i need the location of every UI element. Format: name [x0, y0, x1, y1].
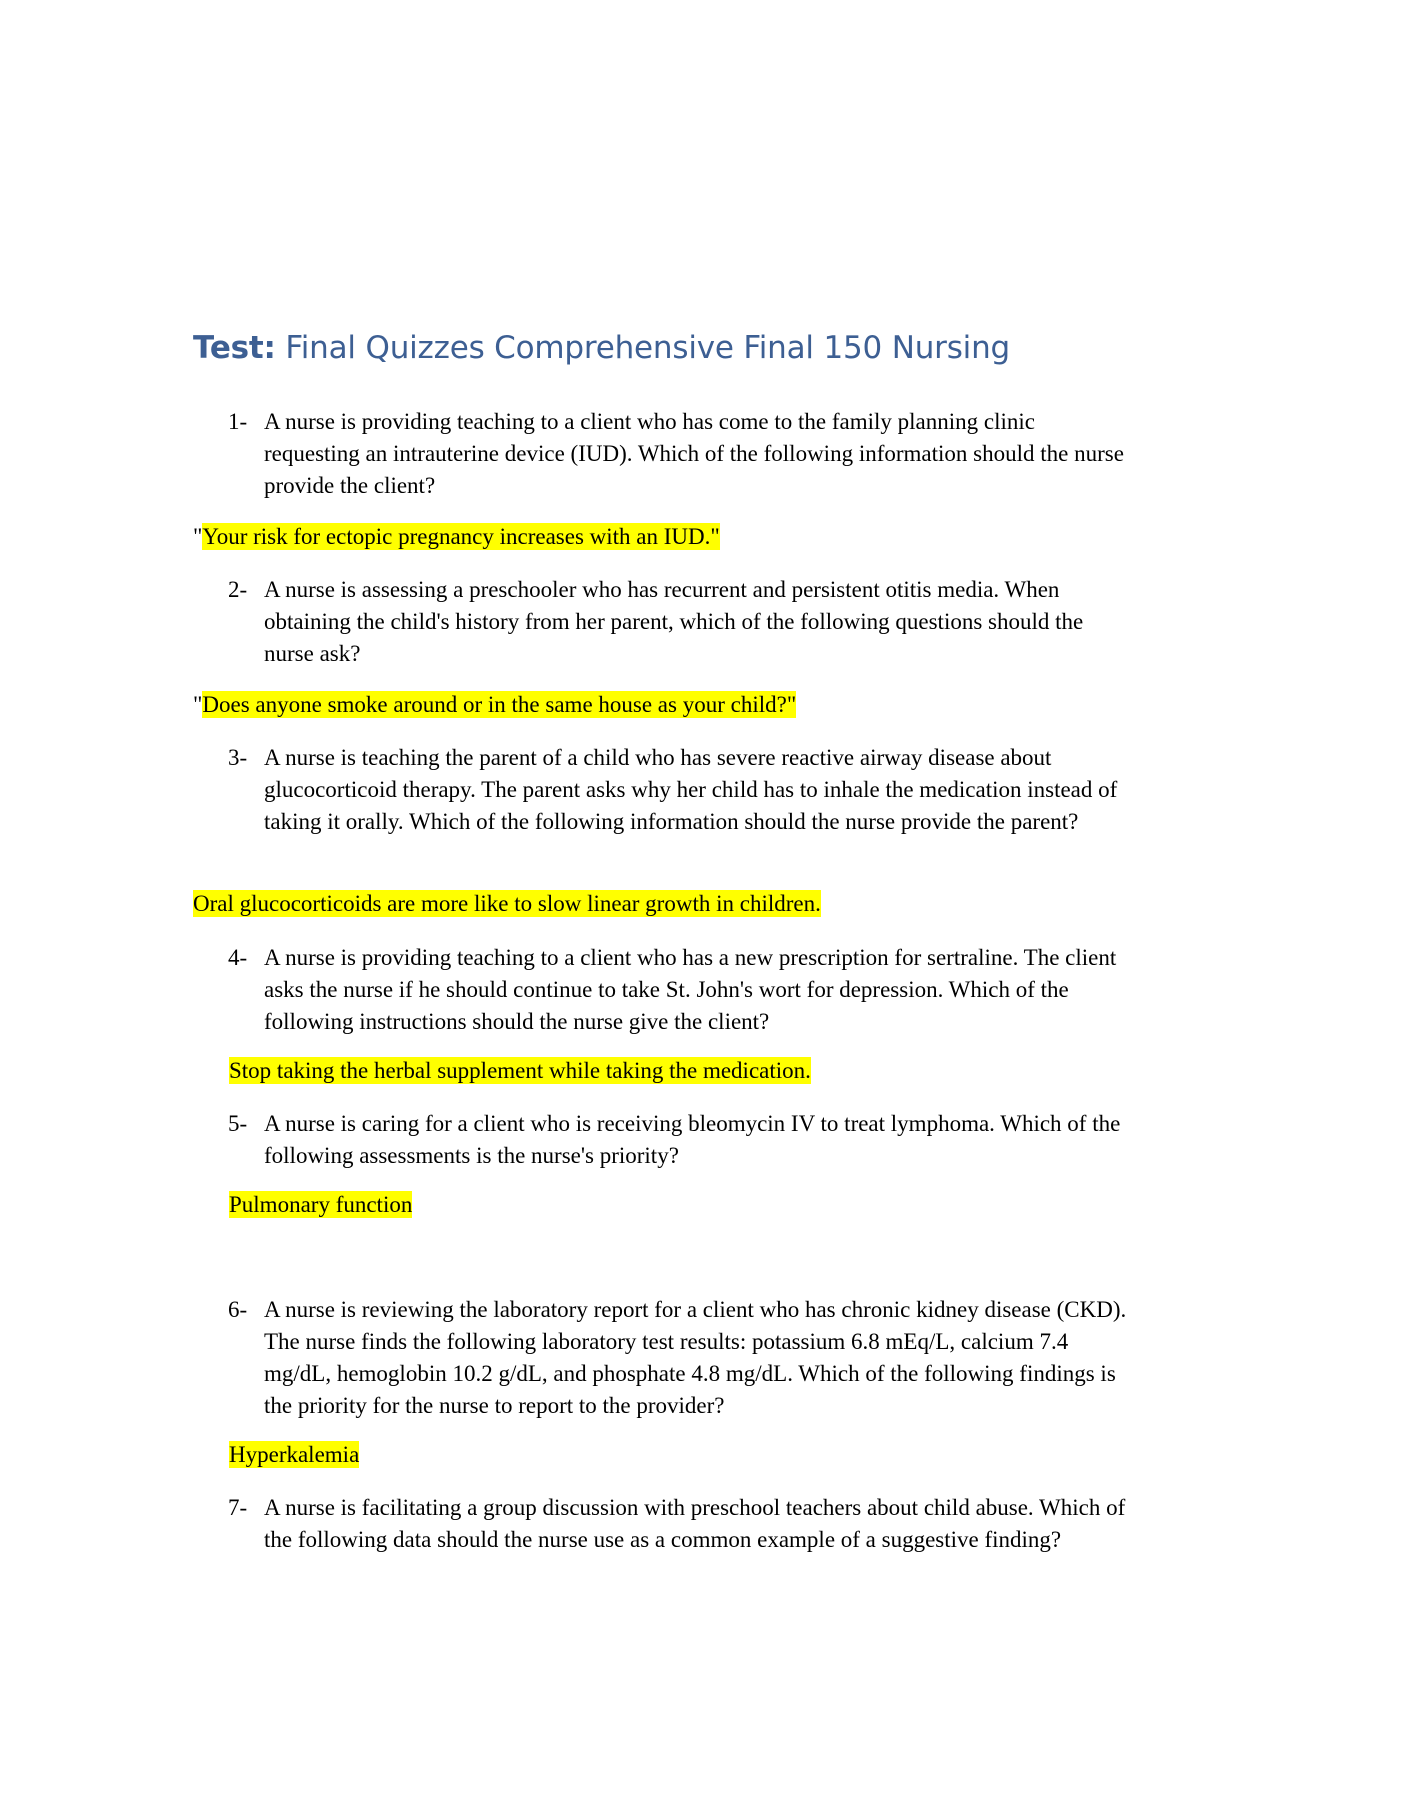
question-text: A nurse is providing teaching to a client who has a new prescription for sertraline. The client asks the nurse if he should continue to take St. John's wort for depression. Which of the following instructions should the nurse give the client?	[264, 945, 1117, 1034]
title-label: Test:	[193, 330, 276, 366]
question-4	[228, 942, 1128, 1038]
question-7	[228, 1492, 1128, 1556]
answer-highlight: Does anyone smoke around or in the same house as your child?"	[202, 692, 797, 717]
title-text: Final Quizzes Comprehensive Final 150 Nursing	[285, 330, 1010, 366]
question-3	[228, 742, 1128, 838]
question-5	[228, 1108, 1128, 1172]
answer-1	[193, 522, 720, 552]
question-6	[228, 1294, 1128, 1422]
question-2	[228, 574, 1128, 670]
question-number: 3-	[228, 745, 248, 770]
answer-5	[229, 1190, 412, 1220]
answer-highlight: Stop taking the herbal supplement while taking the medication.	[229, 1058, 811, 1083]
question-text: A nurse is reviewing the laboratory report for a client who has chronic kidney disease (CKD). The nurse finds the following laboratory test results: potassium 6.8 mEq/L, calcium 7.4 mg/dL, hemoglobin 10.2 g/dL, and phosphate 4.8 mg/dL. Which of the following findings is the priority for the nurse to report to the provider?	[264, 1297, 1127, 1418]
question-number: 1-	[228, 409, 248, 434]
question-text: A nurse is caring for a client who is receiving bleomycin IV to treat lymphoma. Which of the following assessments is the nurse's priority?	[264, 1111, 1121, 1168]
answer-highlight: Oral glucocorticoids are more like to slow linear growth in children.	[193, 891, 821, 916]
question-1	[228, 406, 1128, 502]
question-number: 7-	[228, 1495, 248, 1520]
question-text: A nurse is teaching the parent of a child who has severe reactive airway disease about glucocorticoid therapy. The parent asks why her child has to inhale the medication instead of taking it orally. Which of the following information should the nurse provide the parent?	[264, 745, 1118, 834]
question-number: 5-	[228, 1111, 248, 1136]
answer-highlight: Hyperkalemia	[229, 1442, 360, 1467]
answer-quote: "	[193, 524, 203, 549]
answer-3	[193, 889, 821, 919]
answer-quote: "	[193, 692, 203, 717]
question-number: 6-	[228, 1297, 248, 1322]
answer-2	[193, 690, 796, 720]
answer-highlight: Your risk for ectopic pregnancy increases with an IUD."	[202, 524, 720, 549]
answer-highlight: Pulmonary function	[229, 1192, 413, 1217]
question-number: 2-	[228, 577, 248, 602]
question-text: A nurse is providing teaching to a client who has come to the family planning clinic requesting an intrauterine device (IUD). Which of the following information should the nurse provide the client?	[264, 409, 1124, 498]
question-text: A nurse is assessing a preschooler who has recurrent and persistent otitis media. When obtaining the child's history from her parent, which of the following questions should the nurse ask?	[264, 577, 1084, 666]
question-text: A nurse is facilitating a group discussion with preschool teachers about child abuse. Which of the following data should the nurse use as a common example of a suggestive finding?	[264, 1495, 1126, 1552]
question-number: 4-	[228, 945, 248, 970]
answer-4	[229, 1056, 811, 1086]
answer-6	[229, 1440, 359, 1470]
page-title	[193, 330, 1010, 366]
